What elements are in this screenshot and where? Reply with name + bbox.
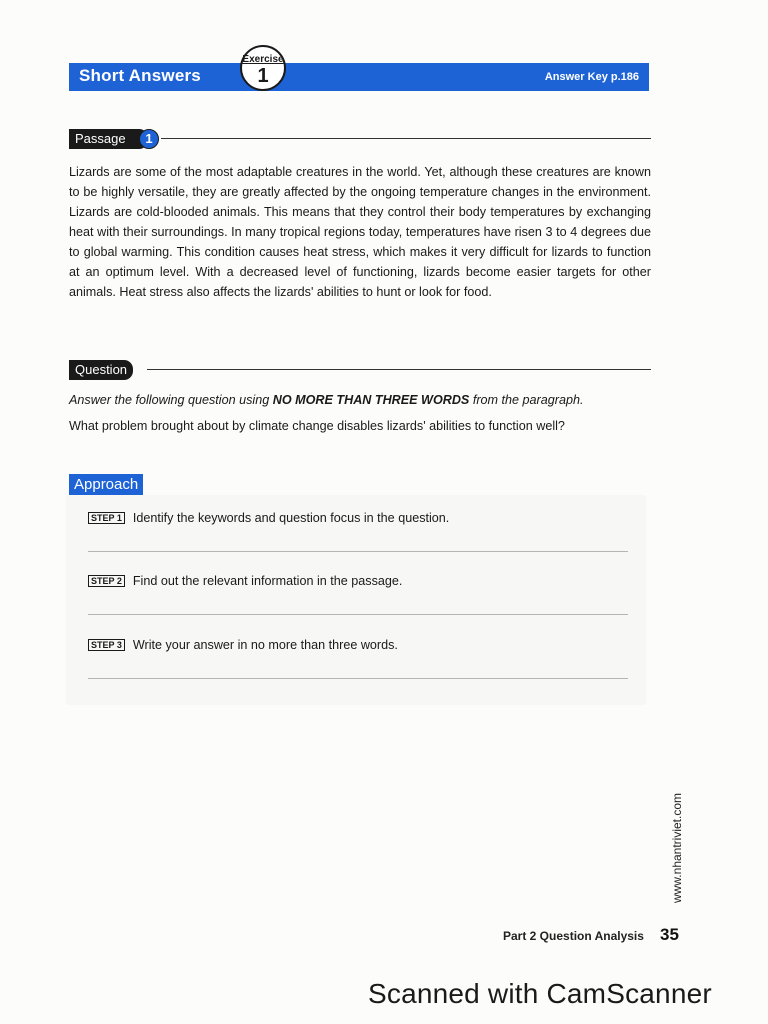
answer-line-2 <box>88 614 628 615</box>
passage-divider <box>161 138 651 139</box>
step-3-tag: STEP 3 <box>88 639 125 651</box>
header-bar <box>69 63 649 91</box>
question-label: Question <box>69 360 133 380</box>
section-title: Short Answers <box>79 66 201 85</box>
exercise-label: Exercise <box>242 54 284 65</box>
question-heading <box>69 360 651 382</box>
passage-number-badge: 1 <box>139 129 159 149</box>
step-2 <box>88 574 402 588</box>
step-1-tag: STEP 1 <box>88 512 125 524</box>
exercise-number: 1 <box>257 65 269 87</box>
instruction-end: from the paragraph. <box>469 393 584 407</box>
approach-label: Approach <box>69 474 143 495</box>
step-2-tag: STEP 2 <box>88 575 125 587</box>
answer-line-1 <box>88 551 628 552</box>
question-text: What problem brought about by climate change disables lizards' abilities to function well? <box>69 419 565 433</box>
passage-text: Lizards are some of the most adaptable creatures in the world. Yet, although these creatures are known to be highly versatile, they are greatly affected by the ongoing temperature changes in the environment. Lizards are cold-blooded animals. This means that they control their body temperatures by exchanging heat with their surroundings. In many tropical regions today, temperatures have risen 3 to 4 degrees due to global warming. This condition causes heat stress, which makes it very difficult for lizards to function at an optimum level. With a decreased level of functioning, lizards become easier targets for other animals. Heat stress also affects the lizards' abilities to hunt or look for food. <box>69 165 651 299</box>
question-divider <box>147 369 651 370</box>
step-2-text: Find out the relevant information in the passage. <box>132 574 403 588</box>
instruction-start: Answer the following question using <box>69 393 273 407</box>
approach-box <box>66 495 646 705</box>
passage-heading <box>69 129 651 151</box>
step-3-text: Write your answer in no more than three words. <box>132 638 398 652</box>
watermark-text: www.nhantriviet.com <box>670 792 684 903</box>
page-number: 35 <box>660 925 679 944</box>
step-1-text: Identify the keywords and question focus in the question. <box>132 511 450 525</box>
answer-key-reference: Answer Key p.186 <box>544 71 639 83</box>
scanner-caption: Scanned with CamScanner <box>368 978 712 1009</box>
step-3 <box>88 638 398 652</box>
answer-line-3 <box>88 678 628 679</box>
footer-section-label: Part 2 Question Analysis <box>503 929 644 943</box>
website-watermark <box>657 780 697 915</box>
exercise-badge <box>240 45 286 91</box>
step-1 <box>88 511 449 525</box>
question-instruction <box>69 393 583 407</box>
instruction-emphasis: NO MORE THAN THREE WORDS <box>272 393 470 407</box>
passage-label: Passage <box>69 129 148 149</box>
